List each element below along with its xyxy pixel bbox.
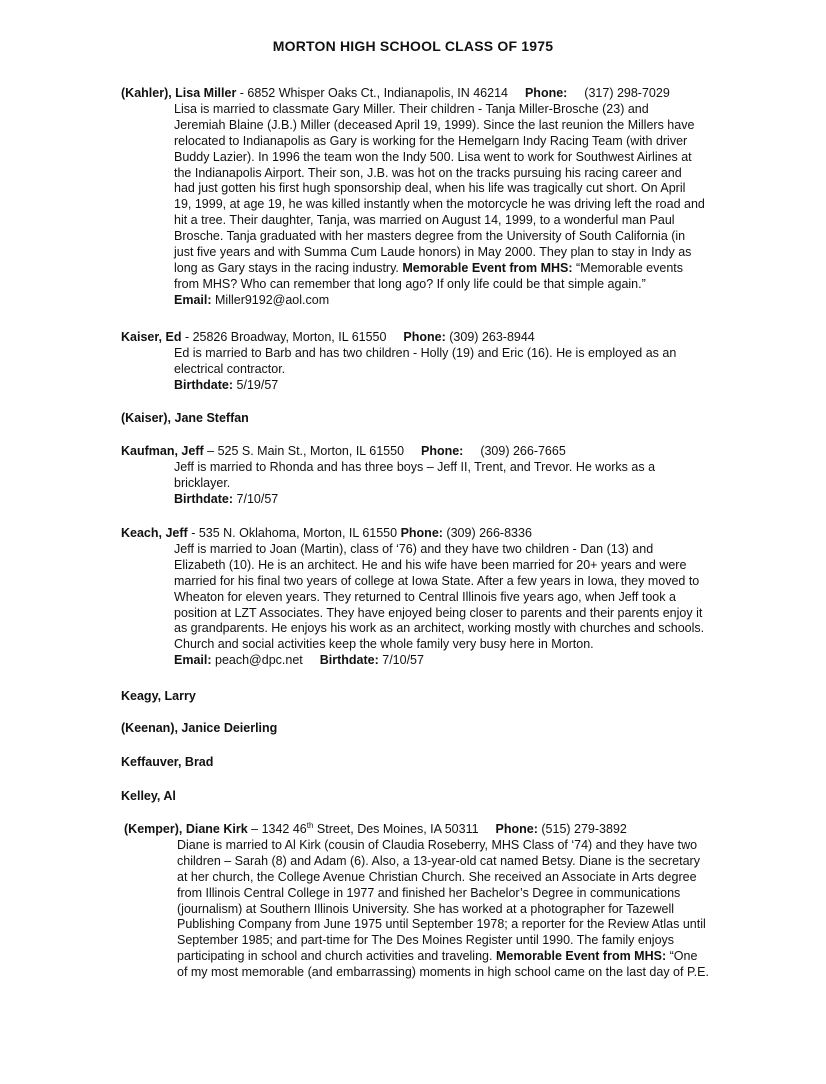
memorable-line [177, 949, 804, 965]
address-superscript: th [306, 820, 314, 830]
body-line: Ed is married to Barb and has two children - Holly (19) and Eric (16). He is employed as an [174, 345, 677, 360]
entry-address: - 6852 Whisper Oaks Ct., Indianapolis, IN 46214 [239, 86, 508, 100]
birthdate-label: Birthdate: [319, 653, 379, 668]
phone-label: Phone: [524, 86, 568, 100]
phone-label: Phone: [403, 330, 446, 344]
entry-body [174, 542, 801, 669]
memorable-text: “One [669, 949, 698, 964]
memorable-prefix: long as Gary stays in the racing industry. [174, 260, 399, 275]
birthdate-value: 7/10/57 [236, 491, 279, 506]
body-line: had just gotten his first hugh sponsorship deal, when his life was tragically cut short. On April [174, 181, 686, 196]
entry-address: – 525 S. Main St., Morton, IL 61550 [207, 444, 405, 458]
body-line: hit a tree. Their daughter, Tanja, was married on August 14, 1999, to a wonderful man Paul [174, 213, 675, 228]
entry-name: Kelley, Al [121, 789, 176, 803]
entry-keenan [121, 721, 801, 737]
body-line: just five years and with Summa Cum Laude honors) in May 2000. They plan to stay in Indy as [174, 245, 692, 260]
entry-keffauver [121, 755, 801, 771]
phone-number: (317) 298-7029 [584, 86, 670, 100]
entry-name: Keach, Jeff [121, 526, 188, 540]
birthdate-label: Birthdate: [174, 491, 234, 506]
entry-address: - 535 N. Oklahoma, Morton, IL 61550 [191, 526, 398, 540]
address-part: Street, Des Moines, IA 50311 [313, 822, 479, 836]
entry-name: (Kemper), Diane Kirk [124, 822, 248, 836]
entry-kemper [124, 822, 804, 981]
body-line: as grandparents. He enjoys his work as an architect, working mostly with churches and schools. [174, 621, 705, 636]
body-line: the Indianapolis Airport. Their son, J.B. was hot on the tracks pursuing his racing career and [174, 165, 682, 180]
body-line: children – Sarah (8) and Adam (6). Also, a 13-year-old cat named Betsy. Diane is the secretary [177, 853, 700, 868]
body-line: bricklayer. [174, 475, 231, 490]
phone-label: Phone: [420, 444, 464, 458]
email-label: Email: [174, 653, 212, 668]
entry-name: Kaiser, Ed [121, 330, 182, 344]
entry-header [121, 330, 801, 346]
memorable-label: Memorable Event from MHS: [495, 949, 667, 964]
birthdate-line [174, 492, 801, 508]
entry-header [121, 444, 801, 460]
entry-kaufman [121, 444, 801, 508]
memorable-line-2: of my most memorable (and embarrassing) moments in high school came on the last day of P.E. [177, 965, 709, 980]
phone-number: (309) 263-8944 [449, 330, 535, 344]
body-line: position at LZT Associates. They have enjoyed being closer to parents and their parents enjoy it [174, 605, 703, 620]
email-birthdate-line [174, 653, 801, 669]
entry-body [177, 838, 804, 981]
phone-number: (309) 266-7665 [480, 444, 566, 458]
body-line: Wheaton for eleven years. They returned to Central Illinois five years ago, when Jeff took a [174, 589, 676, 604]
phone-number: (515) 279-3892 [541, 822, 627, 836]
body-line: Elizabeth (10). He is an architect. He and his wife have been married for 20+ years and were [174, 557, 687, 572]
entry-header [124, 822, 804, 838]
entry-name: Kaufman, Jeff [121, 444, 204, 458]
birthdate-label: Birthdate: [174, 377, 234, 392]
phone-number: (309) 266-8336 [446, 526, 532, 540]
entry-name: (Kaiser), Jane Steffan [121, 411, 249, 425]
memorable-line-2: from MHS? Who can remember that long ago? If only life could be that simple again.” [174, 276, 646, 291]
body-line: 19, 1999, at age 19, he was killed instantly when the motorcycle he was driving left the road and [174, 197, 705, 212]
birthdate-value: 7/10/57 [382, 653, 424, 668]
body-line: Buddy Lazier). In 1996 the team won the Indy 500. Lisa went to work for Southwest Airlines at [174, 149, 692, 164]
entry-header [121, 721, 801, 737]
body-line: Jeff is married to Joan (Martin), class of ‘76) and they have two children - Dan (13) and [174, 541, 654, 556]
memorable-text: “Memorable events [576, 260, 684, 275]
email-address: Miller9192@aol.com [215, 292, 330, 307]
body-line: September 1985; and part-time for The Des Moines Register until 1990. The family enjoys [177, 933, 675, 948]
entry-header [121, 789, 801, 805]
phone-label: Phone: [400, 526, 443, 540]
body-line: relocated to Indianapolis as Gary is working for the Hemelgarn Indy Racing Team (with driver [174, 133, 688, 148]
entry-kaiser-jane [121, 411, 801, 427]
entry-keagy [121, 689, 801, 705]
entry-address: - 25826 Broadway, Morton, IL 61550 [184, 330, 387, 344]
birthdate-line [174, 378, 801, 394]
entry-name: (Kahler), Lisa Miller [121, 86, 237, 100]
entry-name: Keffauver, Brad [121, 755, 214, 769]
body-line: Lisa is married to classmate Gary Miller. Their children - Tanja Miller-Brosche (23) and [174, 101, 649, 116]
body-line: married for his final two years of college at Iowa State. After a few years in Iowa, they moved to [174, 573, 700, 588]
entry-address [251, 822, 478, 836]
body-line: electrical contractor. [174, 361, 286, 376]
email-line [174, 293, 801, 309]
body-line: Jeremiah Blaine (J.B.) Miller (deceased April 19, 1999). Since the last reunion the Millers have [174, 117, 695, 132]
body-line: Jeff is married to Rhonda and has three boys – Jeff II, Trent, and Trevor. He works as a [174, 459, 656, 474]
entry-kaiser-ed [121, 330, 801, 394]
body-line: from Illinois Central College in 1977 and finished her Bachelor’s Degree in communications [177, 885, 681, 900]
entry-body [174, 102, 801, 309]
entry-body [174, 460, 801, 508]
body-line: (journalism) at Southern Illinois University. She has worked at a photographer for Tazewell [177, 901, 675, 916]
memorable-line [174, 261, 801, 277]
entry-name: (Keenan), Janice Deierling [121, 721, 278, 735]
entry-header [121, 86, 801, 102]
page-title: MORTON HIGH SCHOOL CLASS OF 1975 [272, 38, 554, 54]
entry-header [121, 411, 801, 427]
memorable-label: Memorable Event from MHS: [402, 260, 573, 275]
email-address: peach@dpc.net [215, 653, 303, 668]
birthdate-value: 5/19/57 [236, 377, 279, 392]
entry-keach [121, 526, 801, 669]
entry-header [121, 689, 801, 705]
entry-body [174, 346, 801, 394]
entry-kahler [121, 86, 801, 309]
entry-kelley [121, 789, 801, 805]
entry-header [121, 526, 801, 542]
body-line: Diane is married to Al Kirk (cousin of Claudia Roseberry, MHS Class of ‘74) and they have two [177, 837, 698, 852]
body-line: Brosche. Tanja graduated with her masters degree from the University of South California (in [174, 229, 686, 244]
body-line: at her church, the College Avenue Christian Church. She received an Associate in Arts degree [177, 869, 697, 884]
body-line: Church and social activities keep the whole family very busy here in Morton. [174, 637, 594, 652]
phone-label: Phone: [495, 822, 538, 836]
address-part: – 1342 46 [251, 822, 307, 836]
entry-name: Keagy, Larry [121, 689, 196, 703]
body-line: Publishing Company from June 1975 until September 1978; a reporter for the Review Atlas until [177, 917, 706, 932]
memorable-prefix: participating in school and church activities and traveling. [177, 949, 493, 964]
email-label: Email: [174, 292, 212, 307]
entry-header [121, 755, 801, 771]
